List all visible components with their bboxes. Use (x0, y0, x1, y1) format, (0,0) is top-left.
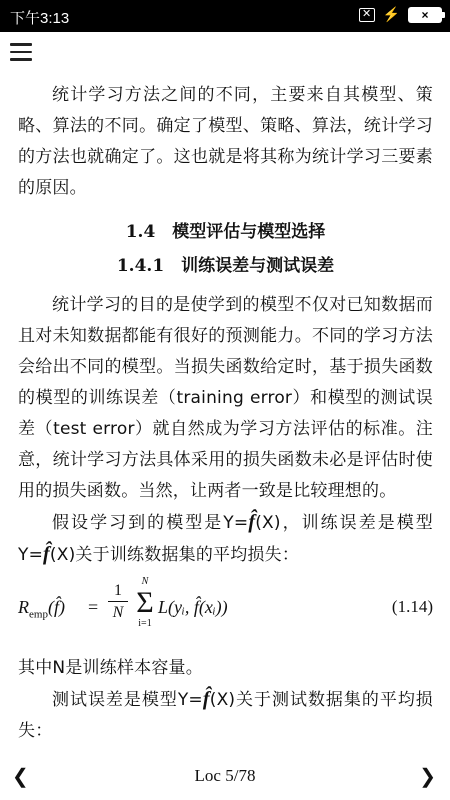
paragraph-test-error (18, 684, 433, 747)
text-segment: 测试误差是模型Y= (52, 690, 203, 710)
formula-equals: = (88, 597, 99, 617)
formula-r: R (18, 597, 29, 617)
f-hat-symbol: f̂ (248, 511, 256, 533)
equation-number: (1.14) (391, 597, 433, 616)
chevron-right-icon[interactable]: ❯ (419, 766, 436, 788)
formula-fraction (108, 581, 128, 624)
book-page-content (18, 80, 433, 747)
hamburger-menu-icon[interactable] (10, 43, 32, 61)
formula-sub: emp (29, 608, 48, 621)
charging-bolt-icon: ⚡ (382, 6, 400, 22)
f-hat-symbol: f̂ (202, 688, 210, 710)
paragraph-sample-size: 其中N是训练样本容量。 (18, 658, 203, 678)
menu-line (10, 43, 32, 46)
sum-sigma: Σ (136, 586, 154, 619)
fraction-numerator: 1 (108, 581, 128, 602)
status-bar (0, 0, 450, 32)
fraction-denominator: N (112, 604, 124, 621)
formula-lhs (18, 597, 65, 621)
text-segment: (X)，训练误差是模型Y= (18, 513, 433, 565)
chevron-left-icon[interactable]: ❮ (12, 766, 29, 788)
bottom-navigation (0, 758, 450, 794)
formula-body: L(yᵢ, f̂(xᵢ)) (158, 597, 228, 617)
sum-lower: i=1 (138, 618, 152, 629)
paragraph-errors: 统计学习的目的是使学到的模型不仅对已知数据而且对未知数据都能有很好的预测能力。不同的学习方法会给出不同的模型。当损失函数给定时，基于损失函数的模型的训练误差（training error）和模型的测试误差（test error）就自然成为学习方法评估的标准。注意，统计学习方法具体采用的损失函数未必是评估时使用的损失函数。当然，让两者一致是比较理想的。 (18, 295, 433, 501)
subsection-heading: 1.4.1 训练误差与测试误差 (116, 256, 335, 276)
status-icons (359, 6, 442, 23)
text-segment: 假设学习到的模型是Y= (52, 513, 249, 533)
battery-text: × (421, 7, 429, 22)
menu-line (10, 51, 32, 54)
formula-summation (134, 577, 156, 629)
text-segment: (X)关于训练数据集的平均损失： (49, 545, 300, 565)
sum-upper: N (141, 576, 149, 587)
menu-line (10, 58, 32, 61)
text-segment: (X)关于测试数据集的平均损失： (18, 690, 433, 741)
formula-1-14 (18, 577, 433, 647)
paragraph-intro: 统计学习方法之间的不同，主要来自其模型、策略、算法的不同。确定了模型、策略、算法，统计学习的方法也就确定了。这也就是将其称为统计学习三要素的原因。 (18, 85, 433, 198)
notification-x-icon: ✕ (359, 8, 375, 22)
paragraph-training-error (18, 507, 433, 571)
status-time: 下午3:13 (10, 10, 70, 27)
f-hat-symbol: f̂ (43, 543, 50, 565)
page-location: Loc 5/78 (194, 766, 256, 785)
section-heading: 1.4 模型评估与模型选择 (125, 222, 326, 242)
battery-icon (408, 7, 442, 23)
formula-arg: (f̂) (47, 597, 65, 617)
